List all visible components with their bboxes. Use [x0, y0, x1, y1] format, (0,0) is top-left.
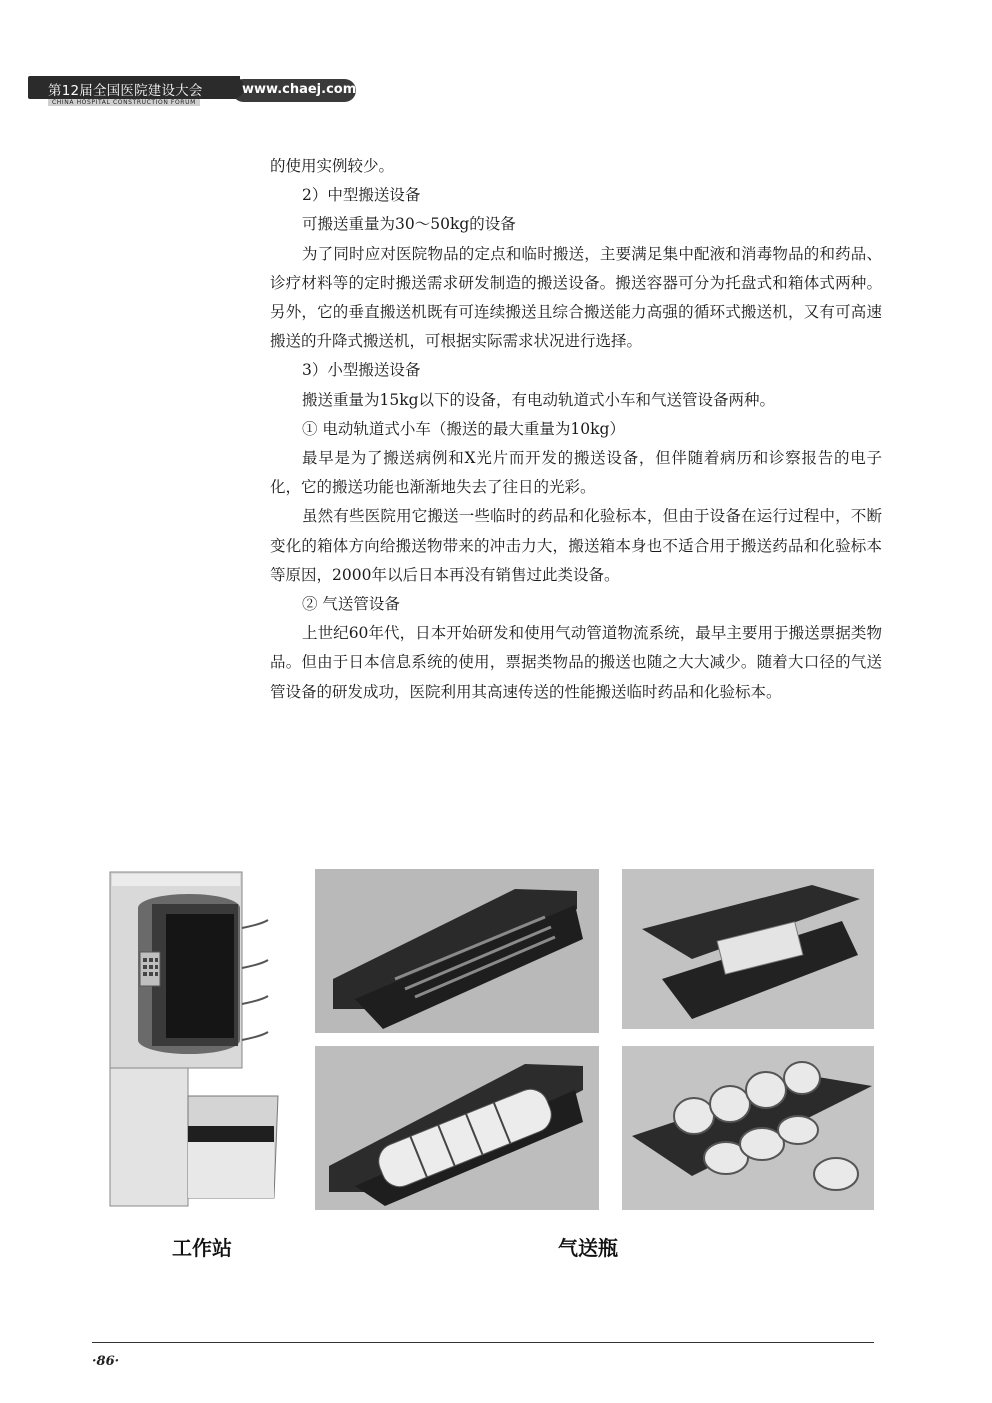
carrier-photo-open-tubes [315, 869, 599, 1033]
conference-header [28, 76, 357, 108]
caption-workstation: 工作站 [172, 1236, 232, 1260]
section-heading: 2）中型搬送设备 [302, 186, 421, 205]
carrier-photo-open-box [622, 869, 874, 1029]
website-url: www.chaej.com [242, 82, 357, 97]
paragraph: 上世纪60年代，日本开始研发和使用气动管道物流系统，最早主要用于搬送票据类物品。但由于日本信息系统的使用，票据类物品的搬送也随之大大减少。随着大口径的气送管设备的研发成功，医院利用其高速传送的性能搬送临时药品和化验标本。 [270, 624, 882, 701]
article-body [270, 152, 882, 707]
footer-rule [92, 1342, 874, 1343]
paragraph: 的使用实例较少。 [270, 157, 395, 175]
carrier-photo-bottles [315, 1046, 599, 1210]
caption-carrier: 气送瓶 [558, 1236, 618, 1260]
paragraph: 虽然有些医院用它搬送一些临时的药品和化验标本，但由于设备在运行过程中，不断变化的箱体方向给搬送物带来的冲击力大，搬送箱本身也不适合用于搬送药品和化验标本等原因，2000年以后日本再没有销售过此类设备。 [270, 507, 882, 584]
workstation-photo [108, 868, 284, 1210]
subsection-heading: ② 气送管设备 [302, 595, 400, 614]
subsection-heading: ① 电动轨道式小车（搬送的最大重量为10kg） [302, 419, 625, 438]
section-heading: 3）小型搬送设备 [302, 361, 421, 380]
paragraph: 最早是为了搬送病例和X光片而开发的搬送设备，但伴随着病历和诊察报告的电子化，它的搬送功能也渐渐地失去了往日的光彩。 [270, 449, 882, 497]
conference-title: 第12届全国医院建设大会 [48, 83, 203, 99]
paragraph: 可搬送重量为30～50kg的设备 [302, 215, 516, 234]
page-number: ·86· [92, 1354, 120, 1369]
paragraph: 搬送重量为15kg以下的设备，有电动轨道式小车和气送管设备两种。 [302, 390, 776, 409]
carrier-photo-cups [622, 1046, 874, 1210]
conference-subtitle: CHINA HOSPITAL CONSTRUCTION FORUM [48, 99, 200, 106]
paragraph: 为了同时应对医院物品的定点和临时搬送，主要满足集中配液和消毒物品的和药品、诊疗材料等的定时搬送需求研发制造的搬送设备。搬送容器可分为托盘式和箱体式两种。另外，它的垂直搬送机既有可连续搬送且综合搬送能力高强的循环式搬送机，又有可高速搬送的升降式搬送机，可根据实际需求状况进行选择。 [270, 244, 882, 351]
